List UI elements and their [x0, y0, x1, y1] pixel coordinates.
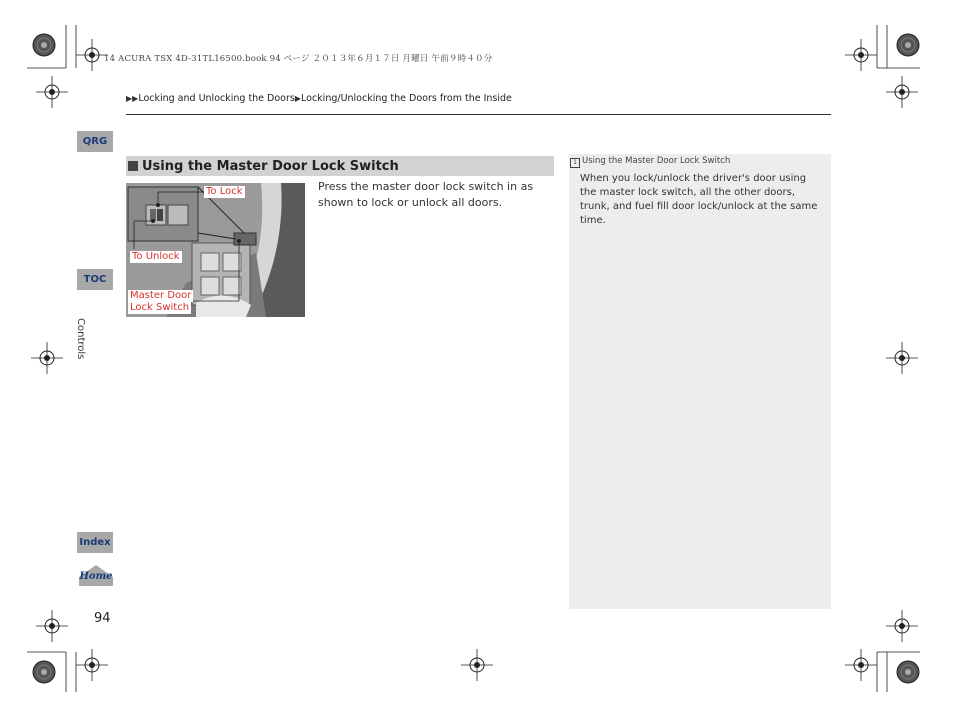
breadcrumb-arrow-icon: ▶▶ — [126, 94, 139, 103]
callout-master-switch-line2: Lock Switch — [130, 302, 190, 313]
breadcrumb — [126, 93, 512, 104]
sidebar-title — [570, 156, 730, 168]
index-tab-label: Index — [79, 537, 111, 548]
page-number: 94 — [94, 611, 111, 626]
qrg-tab-label: QRG — [82, 136, 108, 147]
sidebar-body: When you lock/unlock the driver's door using the master lock switch, all the other doors, trunk, and fuel fill door lock/unlock at the same time. — [580, 173, 818, 226]
toc-tab-label: TOC — [83, 274, 107, 285]
header-rule — [126, 114, 831, 115]
breadcrumb-arrow-icon: ▶ — [294, 94, 302, 103]
reference-box-icon: 1 — [570, 158, 580, 168]
sidebar-title-text: Using the Master Door Lock Switch — [582, 156, 731, 166]
chapter-label: Controls — [75, 318, 86, 360]
section-square-icon — [128, 161, 138, 171]
callout-master-switch-line1: Master Door — [130, 290, 192, 301]
index-tab[interactable] — [77, 532, 113, 553]
section-heading — [126, 156, 554, 176]
breadcrumb-item-locking[interactable]: Locking and Unlocking the Doors — [138, 93, 295, 104]
callout-to-unlock: To Unlock — [132, 251, 180, 262]
door-switch-illustration — [126, 183, 305, 317]
qrg-tab[interactable] — [77, 131, 113, 152]
section-body: Press the master door lock switch in as shown to lock or unlock all doors. — [318, 180, 534, 209]
section-title: Using the Master Door Lock Switch — [142, 158, 399, 174]
breadcrumb-item-inside[interactable]: Locking/Unlocking the Doors from the Inside — [301, 93, 512, 104]
toc-tab[interactable] — [77, 269, 113, 290]
callout-to-lock: To Lock — [206, 186, 243, 197]
print-file-info: 14 ACURA TSX 4D-31TL16500.book 94 ページ ２０１３年６月１７日 月曜日 午前９時４０分 — [104, 54, 493, 64]
home-button[interactable] — [77, 563, 115, 587]
home-label: Home — [79, 571, 113, 582]
